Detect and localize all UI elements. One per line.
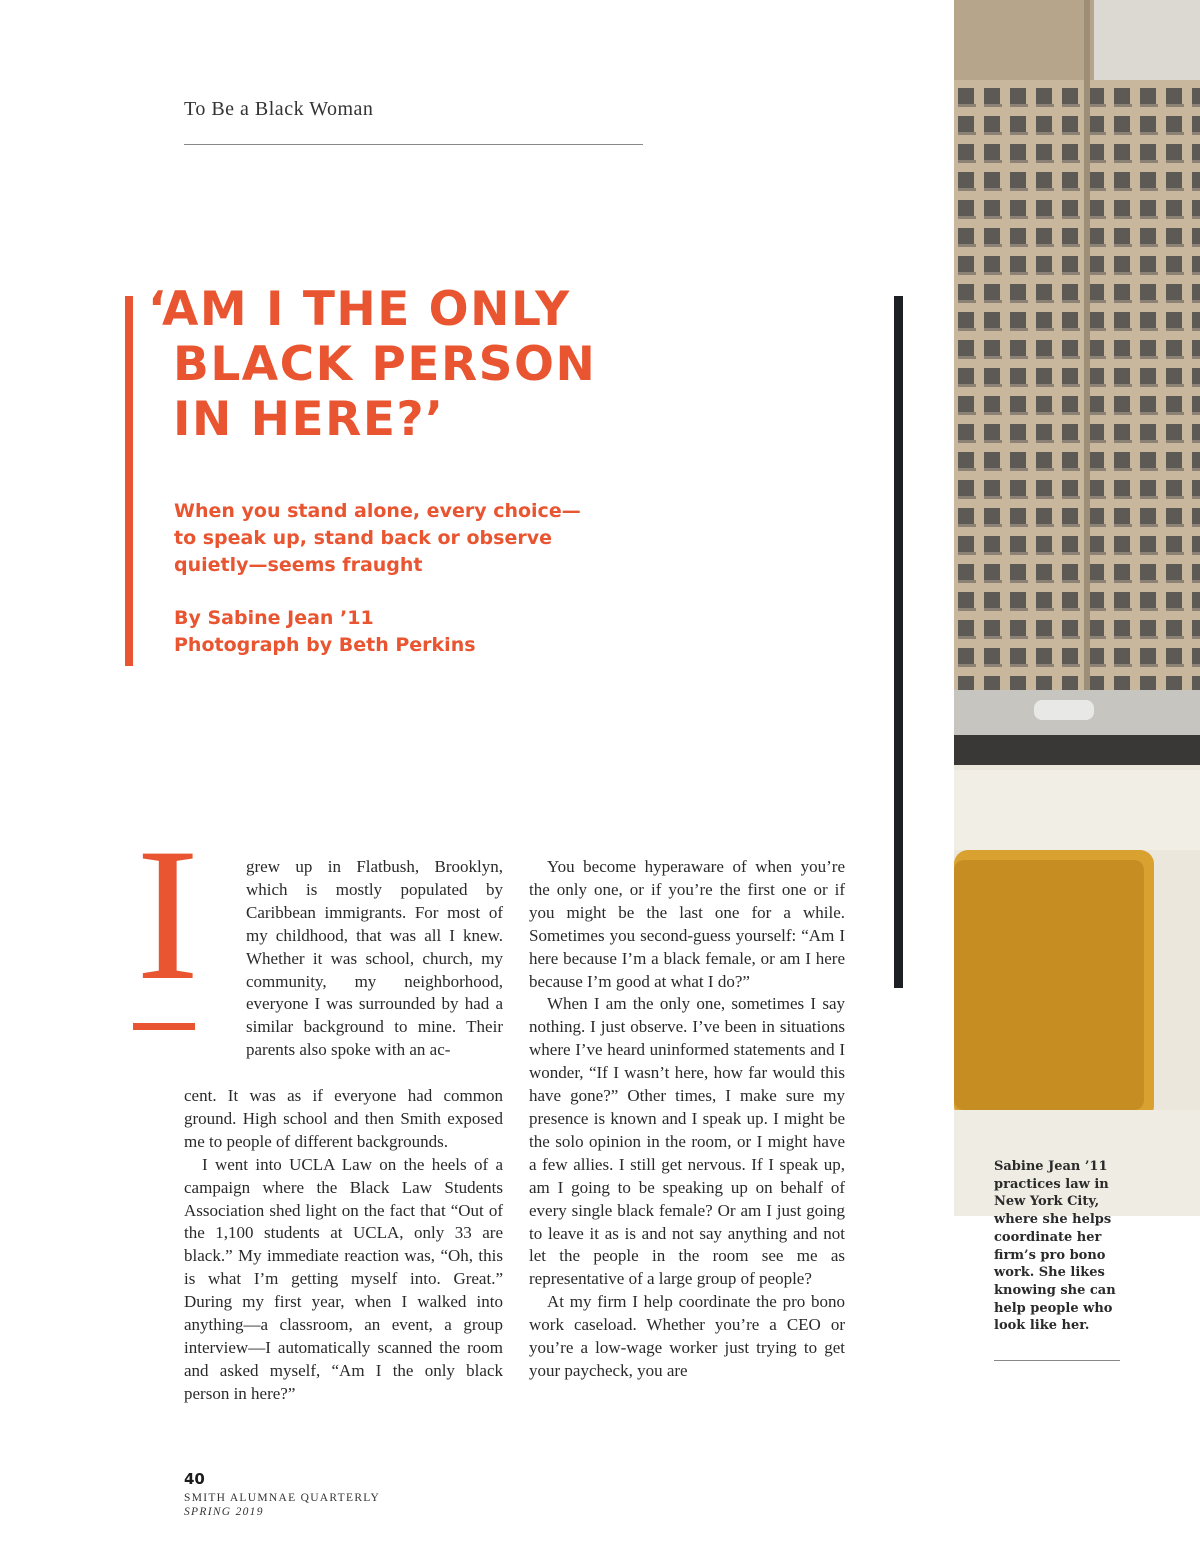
headline-accent-bar <box>125 296 133 666</box>
drop-cap: I <box>136 810 200 1020</box>
byline: By Sabine Jean ’11 <box>174 607 374 629</box>
body-paragraph: At my firm I help coordinate the pro bono work caseload. Whether you’re a CEO or you’re a low-wage worker just trying to get your paycheck, you are <box>529 1292 845 1380</box>
photo-illustration <box>954 0 1200 1216</box>
decorative-dark-bar <box>894 296 903 988</box>
credits <box>174 605 594 659</box>
body-column-1-lead <box>246 856 503 1062</box>
photo-caption: Sabine Jean ’11 practices law in New York City, where she helps coordinate her firm’s pro bono work. She likes knowing she can help people who look like her. <box>994 1159 1116 1334</box>
drop-cap-underline <box>133 1023 195 1030</box>
body-column-2 <box>529 856 845 1383</box>
headline-line-1: ‘AM I THE ONLY <box>148 282 571 337</box>
section-title: To Be a Black Woman <box>184 98 374 120</box>
body-paragraph: You become hyperaware of when you’re the only one, or if you’re the first one or if you might be the last one for a while. Sometimes you second-guess yourself: “Am I here because I’m a black female, or am I here because I’m good at what I do?” <box>529 857 845 991</box>
body-paragraph: When I am the only one, sometimes I say nothing. I just observe. I’ve been in situations where I’ve heard uninformed statements and I wonder, “If I wasn’t here, how far would this have gone?” Other times, I make sure my presence is known and I speak up. I might be the solo opinion in the room, or I might have a few allies. I still get nervous. If I speak up, am I going to be speaking up on behalf of every single black female? Or am I just going to leave it as is and not say anything and not let the people in the room see me as representative of a large group of people? <box>529 994 845 1289</box>
portrait-photo <box>954 0 1200 1216</box>
caption-divider <box>994 1360 1120 1361</box>
headline <box>148 282 668 447</box>
headline-line-2: BLACK PERSON <box>173 337 597 392</box>
dek: When you stand alone, every choice—to speak up, stand back or observe quietly—seems fraught <box>174 500 581 576</box>
body-paragraph: I went into UCLA Law on the heels of a campaign where the Black Law Students Association shed light on the fact that “Out of the 1,100 students at UCLA, only 33 are black.” My immediate reaction was, “Oh, this is what I’m getting myself into. Great.” During my first year, when I walked into anything—a classroom, an event, a group interview—I automatically scanned the room and asked myself, “Am I the only black person in here?” <box>184 1154 503 1403</box>
body-paragraph: grew up in Flatbush, Brooklyn, which is mostly populated by Caribbean immigrants. For most of my childhood, that was all I knew. Whether it was school, church, my community, my neighborhood, everyone I was surrounded by had a similar background to mine. Their parents also spoke with an ac- <box>246 857 503 1060</box>
body-column-1 <box>184 1085 503 1406</box>
body-paragraph: cent. It was as if everyone had common ground. High school and then Smith exposed me to people of different backgrounds. <box>184 1086 503 1151</box>
photo-credit: Photograph by Beth Perkins <box>174 634 476 656</box>
issue-date: SPRING 2019 <box>184 1506 264 1518</box>
section-divider <box>184 144 643 145</box>
publication-name: SMITH ALUMNAE QUARTERLY <box>184 1492 381 1504</box>
headline-line-3: IN HERE?’ <box>173 392 445 447</box>
page-number: 40 <box>184 1470 205 1488</box>
